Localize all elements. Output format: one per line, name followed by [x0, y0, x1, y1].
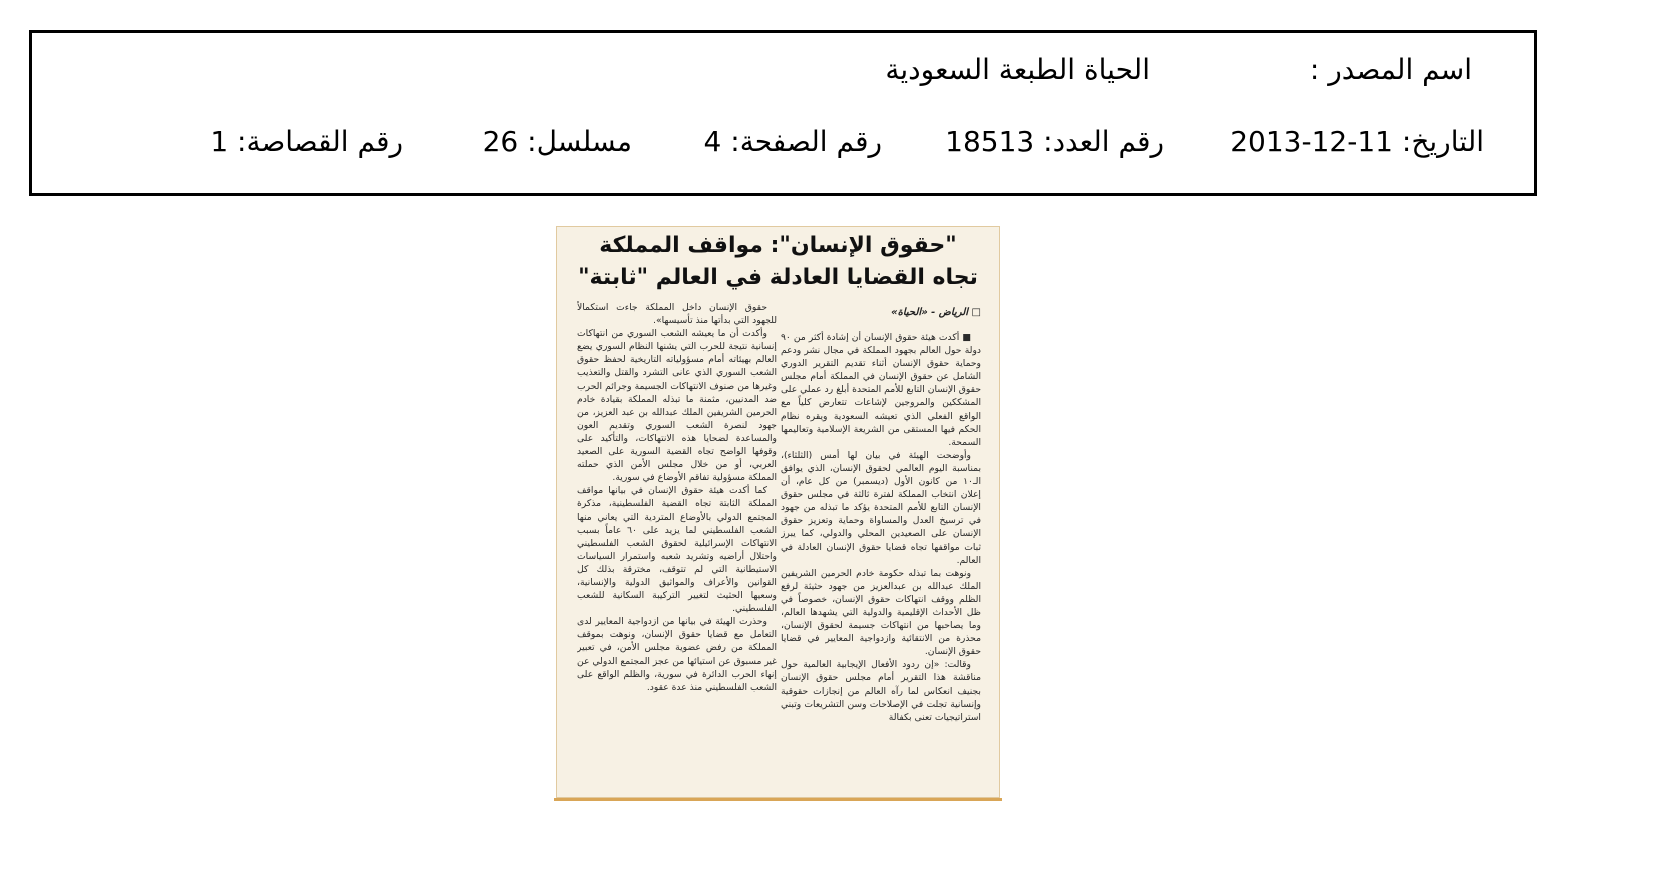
paragraph: كما أكدت هيئة حقوق الإنسان في بيانها مواقف المملكة الثابتة تجاه القضية الفلسطينية، مذكرة المجتمع الدولي بالأوضاع المتردية التي يعاني منها الشعب الفلسطيني لما يزيد على ٦٠ عاماً بسبب الانتهاكات الإسرائيلية لحقوق الشعب الفلسطيني واحتلال أراضيه وتشريد شعبه واستمرار السياسات الاستيطانية التي لم تتوقف، مخترقة بذلك كل القوانين والأعراف والمواثيق الدولية والإنسانية، وسعيها الحثيث لتغيير التركيبة السكانية للشعب الفلسطيني. [577, 485, 777, 615]
paragraph: وقالت: «إن ردود الأفعال الإيجابية العالمية حول مناقشة هذا التقرير أمام مجلس حقوق الإنسان بجنيف انعكاس لما رآه العالم من إنجازات حقوقية وإنسانية تجلت في الإصلاحات وسن التشريعات وتبني استراتيجيات تعنى بكفالة [781, 659, 981, 723]
paragraph: وأكدت أن ما يعيشه الشعب السوري من انتهاكات إنسانية نتيجة للحرب التي يشنها النظام السوري يضع العالم بهيئاته أمام مسؤولياته التاريخية لحفظ حقوق الشعب السوري الذي عانى التشرد والقتل والتعذيب وغيرها من صنوف الانتهاكات الجسيمة وجرائم الحرب ضد المدنيين، مثمنة ما تبذله المملكة بقيادة خادم الحرمين الشريفين الملك عبدالله بن عبد العزيز، من جهود لنصرة الشعب السوري وتقديم العون والمساعدة لضحايا هذه الانتهاكات، والتأكيد على وقوفها الواضح تجاه القضية السورية على الصعيد العربي، أو من خلال مجلس الأمن الذي حملته المملكة مسؤولية تفاقم الأوضاع في سورية. [577, 328, 777, 484]
paragraph: ■ أكدت هيئة حقوق الإنسان أن إشادة أكثر من ٩٠ دولة حول العالم بجهود المملكة في مجال نشر ودعم وحماية حقوق الإنسان أثناء تقديم التقرير الدوري الشامل عن حقوق الإنسان في المملكة أمام مجلس حقوق الإنسان التابع للأمم المتحدة أبلغ رد عملي على المشككين والمروجين لإشاعات تتعارض كلياً مع الواقع الفعلي الذي تعيشه السعودية ويقره نظام الحكم فيها المستقى من الشريعة الإسلامية وتعاليمها السمحة. [781, 332, 981, 448]
byline: □ الرياض - «الحياة» [891, 307, 981, 318]
source-value: الحياة الطبعة السعودية [885, 53, 1150, 86]
paragraph: وحذرت الهيئة في بيانها من ازدواجية المعايير لدى التعامل مع قضايا حقوق الإنسان، ونوهت بموقف المملكة من رفض عضوية مجلس الأمن، في تعبير غير مسبوق عن استيائها من عجز المجتمع الدولي عن إنهاء الحرب الدائرة في سورية، والظلم الواقع على الشعب الفلسطيني منذ عدة عقود. [577, 616, 777, 693]
page-number-field: رقم الصفحة: 4 [703, 125, 882, 158]
newspaper-clipping [556, 226, 1000, 798]
date-field: التاريخ: 11-12-2013 [1230, 125, 1484, 158]
issue-number-field: رقم العدد: 18513 [945, 125, 1164, 158]
article-column-left [577, 301, 777, 791]
article-column-right [781, 331, 981, 791]
paragraph: ونوهت بما تبذله حكومة خادم الحرمين الشريفين الملك عبدالله بن عبدالعزيز من جهود حثيثة لرفع الظلم ووقف انتهاكات حقوق الإنسان، خصوصاً في ظل الأحداث الإقليمية والدولية التي يشهدها العالم، وما يصاحبها من انتهاكات جسيمة لحقوق الإنسان، محذرة من الانتقائية وازدواجية المعايير في قضايا حقوق الإنسان. [781, 567, 981, 658]
headline-line-1: "حقوق الإنسان": مواقف المملكة [599, 233, 957, 258]
serial-field: مسلسل: 26 [482, 125, 632, 158]
paragraph: وأوضحت الهيئة في بيان لها أمس (الثلثاء)، بمناسبة اليوم العالمي لحقوق الإنسان، الذي يوافق الـ١٠ من كانون الأول (ديسمبر) من كل عام، أن إعلان انتخاب المملكة لفترة ثالثة في مجلس حقوق الإنسان التابع للأمم المتحدة يؤكد ما تبذله من جهود في ترسيخ العدل والمساواة وحماية وتعزيز حقوق الإنسان على الصعيدين المحلي والدولي، كما يبرز ثبات مواقفها تجاه قضايا حقوق الإنسان العادلة في العالم. [781, 449, 981, 566]
clip-number-field: رقم القصاصة: 1 [210, 125, 403, 158]
headline-line-2: تجاه القضايا العادلة في العالم "ثابتة" [578, 265, 978, 290]
source-info-box [29, 30, 1537, 196]
source-label: اسم المصدر : [1309, 53, 1472, 86]
paragraph: حقوق الإنسان داخل المملكة جاءت استكمالاً للجهود التي بدأتها منذ تأسيسها». [577, 302, 777, 327]
